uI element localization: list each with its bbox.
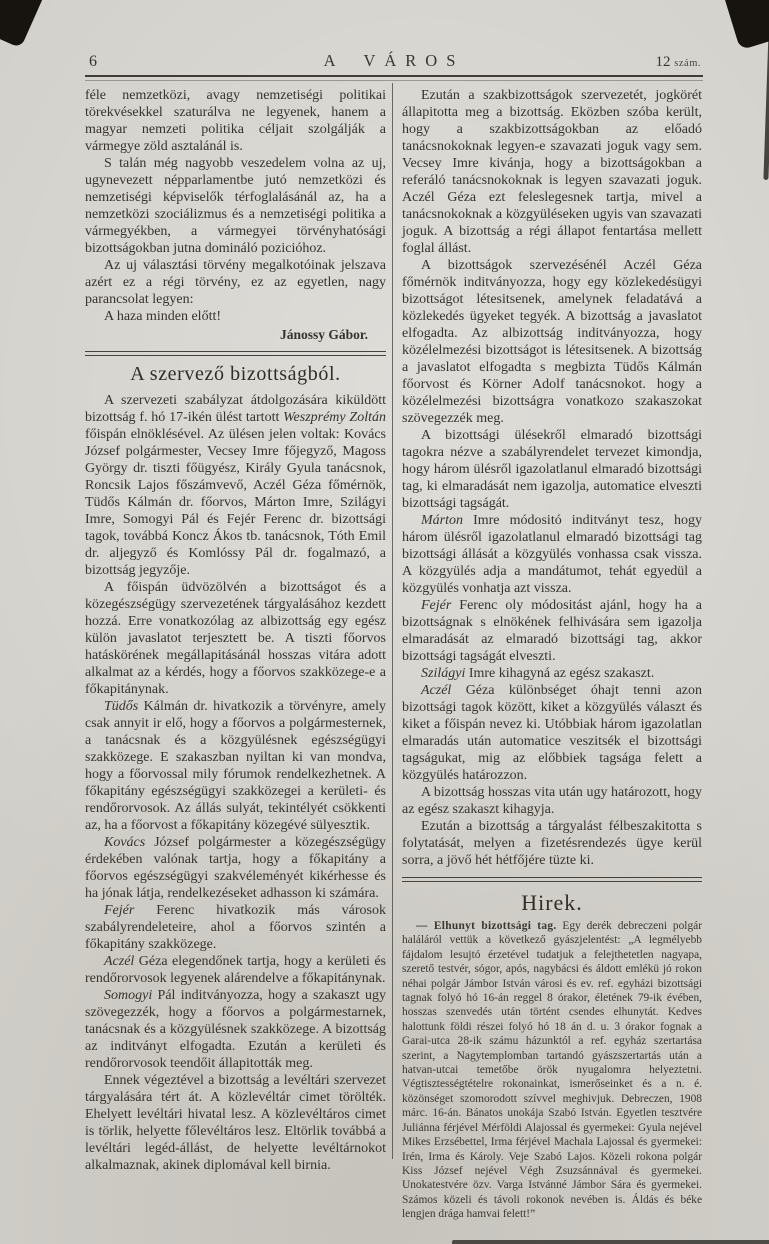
paragraph-text: Ennek végeztével a bizottság a levéltári szervezet tárgyalására tért át. A közlevéltár cimet törölték. Ehelyett levéltári hivatal lesz. A közlevéltáros cimet is törlik, helyette főlevéltáros lesz. Eltörlik továbbá a levéltári legéd-állást, de helyette levéltárnokot alkalmaznak, akinek diplomával kell birnia. bbox=[85, 1073, 386, 1173]
issue-label: szám. bbox=[674, 58, 701, 69]
speaker-name: Aczél bbox=[104, 954, 135, 969]
article-paragraph bbox=[85, 1072, 386, 1174]
article-paragraph bbox=[402, 784, 702, 818]
speaker-name: Weszprémy Zoltán bbox=[283, 410, 386, 425]
scan-artifact bbox=[452, 1240, 769, 1244]
speaker-name: Fejér bbox=[104, 903, 135, 918]
paragraph-text: A főispán üdvözölvén a bizottságot és a közegészségügy szervezetének tárgyalásához kezdett hozzá. Erre vonatkozólag az albizottság egy egész külön javaslatot terjesztett be. A tiszti főorvos hatáskörének megállapitásánál hosszas vitára adott alkalmat az a kérdés, hogy a főorvos szakközege-e a főkapitánynak. bbox=[85, 580, 386, 697]
article-paragraph bbox=[402, 818, 702, 869]
article-paragraph bbox=[85, 698, 386, 834]
section-heading: A szervező bizottságból. bbox=[130, 363, 341, 385]
header-rule bbox=[85, 75, 703, 81]
speaker-name: Szilágyi bbox=[421, 666, 466, 681]
article-paragraph bbox=[85, 155, 386, 257]
article-paragraph bbox=[85, 392, 386, 579]
scan-artifact bbox=[763, 30, 769, 180]
article-paragraph bbox=[402, 597, 702, 665]
news-paragraph bbox=[402, 919, 702, 1222]
double-rule bbox=[402, 877, 702, 882]
paragraph-text: A haza minden előtt! bbox=[104, 309, 222, 324]
issue-info bbox=[656, 54, 701, 71]
right-column bbox=[402, 87, 702, 1222]
speaker-name: Aczél bbox=[421, 683, 452, 698]
article-paragraph bbox=[85, 257, 386, 308]
paragraph-text: Egy derék debreczeni polgár haláláról vettük a következő gyászjelentést: „A legmélyebb fájdalom lesujtó érzetével tudatjuk a felejthetetlen nagyapa, szerető testvér, sógor, após, nagybácsi és áldott emlékü jó rokon néhai polgár Jámbor István városi és ev. ref. egyházi bizottsági tagnak folyó hó 16-án reggel 8 órakor, életének 79-ik évében, hosszas szenvedés után történt csendes elhunytát. Kedves halottunk földi részei folyó hó 18 án d. u. 3 órakor fognak a Garai-utca 28-ik számu házunktól a ref. egyház szertartása szerint, a Nagytemplomban tartandó gyászszertartás után a hatvan-utcai temetőbe örök nyugalomra helyeztetni. Végtisztességtételre rokonainkat, ismerőseinket és a n. é. közönséget szomorodott szívvel meghivjuk. Debreczen, 1908 márc. 16-án. Bánatos unokája Szabó István. Egyetlen tesztvére Juliánna férjével Mérföldi Alajossal és gyermekei: Gyula nejével Mikes Erzsébettel, Irma férjével Machala Lajossal és gyermekei: Irén, Irma és Károly. Veje Szabó Lajos. Közeli rokona polgár Kiss József nejével Végh Zsuzsánnával és gyermekei. Unokatestvére özv. Varga Istvánné Jámbor Sára és gyermekei. Számos közeli és távoli rokonok nevében is. Áldás és béke lengjen drága hamvai felett!” bbox=[402, 920, 702, 1221]
left-column bbox=[85, 87, 386, 1174]
author-signature: Jánossy Gábor. bbox=[279, 327, 368, 342]
paragraph-text: Géza elegendőnek tartja, hogy a kerületi és rendőrorvosok legyenek alárendelve a főkapitánynak. bbox=[85, 954, 386, 986]
article-paragraph bbox=[85, 902, 386, 953]
scan-artifact bbox=[721, 0, 769, 50]
article-paragraph bbox=[402, 427, 702, 512]
newspaper-title: A VÁROS bbox=[323, 51, 465, 70]
article-paragraph bbox=[85, 987, 386, 1072]
paragraph-text: Kálmán dr. hivatkozik a törvényre, amely csak annyit ir elő, hogy a főorvos a polgármesternek, a tanácsnak és a közgyülésnek egészségügyi szakközege. E szakaszban nyiltan ki van mondva, hogy a főorvossal mily fórumok rendelkezhetnek. A főkapitány egészségügyi szakközegei a kerületi- és rendőrorvosok. Az állás sulyát, tekintélyét csökkenti az, ha a főorvost a főkapitány közegévé sülyesztik. bbox=[85, 699, 386, 833]
speaker-name: Tüdős bbox=[104, 699, 139, 714]
article-paragraph bbox=[402, 87, 702, 257]
masthead bbox=[85, 46, 703, 74]
speaker-name: Kovács bbox=[104, 835, 146, 850]
column-divider bbox=[392, 83, 393, 1159]
article-paragraph bbox=[402, 512, 702, 597]
paragraph-text: A bizottsági ülésekről elmaradó bizottsági tagokra nézve a szabályrendelet tervezet kimondja, hogy három ülésről igazolatlanul elmaradó bizottsági tag, ki elmaradását nem igazolja, automatice elveszti bizottsági tagságát. bbox=[402, 428, 702, 511]
paragraph-text: Imre kihagyná az egész szakaszt. bbox=[465, 666, 655, 681]
article-paragraph bbox=[85, 834, 386, 902]
scan-artifact bbox=[0, 0, 46, 48]
page-number: 6 bbox=[89, 53, 97, 70]
paragraph-text: Ezután a bizottság a tárgyalást félbeszakitotta s folytatását, melyen a fizetésrendezés ügye kerül sorra, a jövő hét hétfőjére tüzte ki. bbox=[402, 819, 702, 868]
section-heading: Hirek. bbox=[521, 890, 583, 915]
article-paragraph bbox=[85, 953, 386, 987]
paragraph-text: Pál inditványozza, hogy a szakaszt ugy szövegezzék, hogy a főorvos a polgármestarnek, tanácsnak és a közgyülésnek szakközege. A bizottság az inditványt elfogadta. Ezután a kerületi és rendőrorvosok teendőit állapitották meg. bbox=[85, 988, 386, 1071]
paragraph-text: Az uj választási törvény megalkotóinak jelszava azért ez a régi törvény, ez az egyetlen, nagy parancsolat legyen: bbox=[85, 258, 386, 307]
article-paragraph bbox=[402, 665, 702, 682]
article-paragraph bbox=[402, 682, 702, 784]
paragraph-text: Imre módositó inditványt tesz, hogy három ülésről igazolatlanul elmaradó bizottsági tag bizottsági állását a közgyülés vonhassa csak vissza. A közgyülés adja a mandátumot, tehát egyedül a közgyülés vonhatja azt vissza. bbox=[402, 513, 702, 596]
paragraph-text: S talán még nagyobb veszedelem volna az uj, ugynevezett népparlamentbe jutó nemzetközi és nemzetiségi képviselők térfoglalásánál az, ha a nemzetközi szociálizmus és a nemzetiségi politika a vármegyékben, a vármegyei törvényhatósági bizottságokban jutna domináló pozicióhoz. bbox=[85, 156, 386, 256]
paragraph-text: József polgármester a közegészségügy érdekében valónak tartja, hogy a főkapitány a főorvos egészségügyi szakvéleményét kikérhesse és ha jónak látja, rendelkezéseket adhasson ki számára. bbox=[85, 835, 386, 901]
paragraph-text: főispán elnöklésével. Az ülésen jelen voltak: Kovács József polgármester, Vecsey Imre főjegyző, Magoss György dr. tiszti főügyész, Király Gyula tanácsnok, Roncsik Lajos főszámvevő, Aczél Géza főmérnök, Tüdős Kálmán dr. főorvos, Márton Imre, Szilágyi Imre, Somogyi Pál és Fejér Ferenc dr. bizottsági tagok, továbbá Koncz Ákos tb. tanácsnok, Tóth Emil dr. aljegyző és Komlóssy Pál dr. fogalmazó, a bizottság jegyzője. bbox=[85, 427, 386, 578]
paragraph-text: Ferenc oly módositást ajánl, hogy ha a bizottságnak s elnökének felhivására sem igazolja elmaradását az elmaradó bizottsági tag, akkor bizottsági tagságát elveszti. bbox=[402, 598, 702, 664]
article-paragraph bbox=[402, 257, 702, 427]
issue-number: 12 bbox=[655, 54, 671, 70]
speaker-name: Márton bbox=[421, 513, 463, 528]
news-item-title: — Elhunyt bizottsági tag. bbox=[416, 920, 557, 932]
article-paragraph bbox=[85, 579, 386, 698]
paragraph-text: A szervezeti szabályzat átdolgozására kiküldött bizottság f. hó 17-ikén ülést tartott bbox=[85, 393, 386, 425]
speaker-name: Somogyi bbox=[104, 988, 153, 1003]
article-paragraph bbox=[85, 308, 386, 325]
speaker-name: Fejér bbox=[421, 598, 452, 613]
paragraph-text: A bizottság hosszas vita után ugy határozott, hogy az egész szakaszt kihagyja. bbox=[402, 785, 702, 817]
double-rule bbox=[85, 351, 386, 356]
paragraph-text: Géza különbséget óhajt tenni azon bizottsági tagok között, kiket a közgyülés választ és kiket a főispán nevez ki. Utóbbiak három igazolatlan elmaradás után automatice veszitsék el bizottsági tagságukat, mig az előbbiek tagsága felett a közgyülés határozzon. bbox=[402, 683, 702, 783]
paragraph-text: Ezután a szakbizottságok szervezetét, jogkörét állapitotta meg a bizottság. Eközben szóba került, hogy a szakbizottságokban az előadó tanácsnokoknak legyen-e szavazati joguk vagy sem. Vecsey Imre kivánja, hogy a bizottságokban a referáló tanácsnokoknak is legyen szavazati joguk. Aczél Géza ezt feleslegesnek tartja, mivel a tanácsnokoknak a közgyüléseken ugyis van szavazati joguk. A bizottság a régi állapot fentartása mellett foglal állást. bbox=[402, 88, 702, 256]
article-paragraph bbox=[85, 87, 386, 155]
paragraph-text: A bizottságok szervezésénél Aczél Géza főmérnök inditványozza, hogy egy közlekedésügyi bizottságot létesitsenek, amelynek feladatává a közlekedés ügyeket tegyék. A bizottság a javaslatot elfogadta. Az albizottság inditványozza, hogy közélelmezési bizottságot is létesitsenek. A bizottság a javaslatot elfogadta s megbizta Tüdős Kálmán főorvost és Körner Adolf tanácsnokot. hogy a közélelmezési bizottságra vonatkozo szakaszokat szövegezzék meg. bbox=[402, 258, 702, 426]
paragraph-text: Ferenc hivatkozik más városok szabályrendeleteire, ahol a főorvos szintén a főkapitány szakközege. bbox=[85, 903, 386, 952]
paragraph-text: féle nemzetközi, avagy nemzetiségi politikai törekvésekkel szaturálva ne legyenek, hanem a magyar nemzeti politika céljait szolgálják a vármegye zöld asztalánál is. bbox=[85, 88, 386, 154]
